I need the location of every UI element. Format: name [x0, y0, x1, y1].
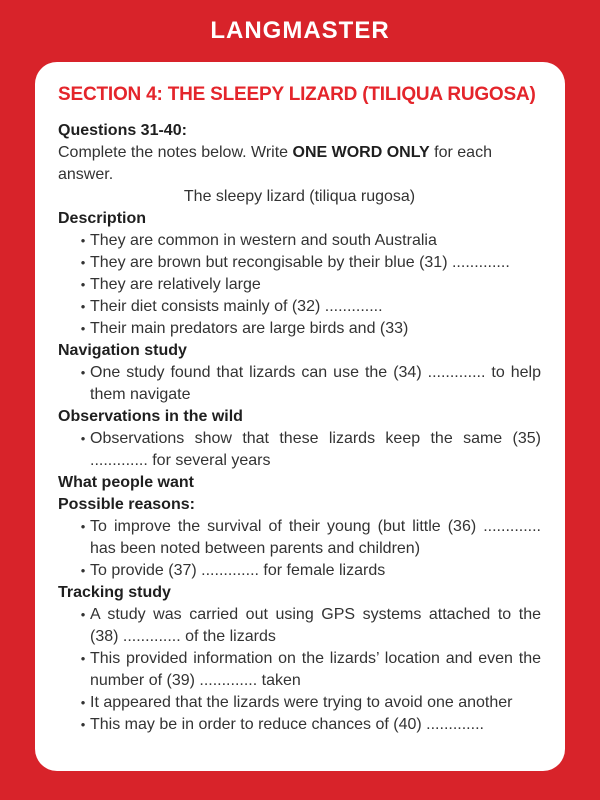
bullet-icon: •: [80, 717, 86, 732]
bullet-text: This provided information on the lizards’ location and even the number of (39) ............. taken: [90, 650, 541, 689]
list-item: [58, 560, 541, 582]
instruction-suffix: for each answer.: [58, 144, 492, 183]
questions-range-heading: Questions 31-40:: [58, 122, 187, 139]
bullet-icon: •: [80, 299, 86, 314]
list-item: [58, 428, 541, 472]
section-heading-navigation-study: Navigation study: [58, 342, 187, 359]
section-heading-possible-reasons: Possible reasons:: [58, 496, 195, 513]
instruction-prefix: Complete the notes below. Write: [58, 144, 293, 161]
list-item: [58, 604, 541, 648]
bullet-text: To provide (37) ............. for female lizards: [90, 562, 386, 579]
section-heading-what-people-want: What people want: [58, 474, 194, 491]
list-item: [58, 714, 541, 736]
bullet-text: They are relatively large: [90, 276, 261, 293]
list-item: [58, 692, 541, 714]
bullet-text: Observations show that these lizards keep the same (35) ............. for several years: [90, 430, 541, 469]
bullet-icon: •: [80, 321, 86, 336]
list-item: [58, 318, 541, 340]
bullet-text: A study was carried out using GPS systems attached to the (38) ............. of the lizards: [90, 606, 541, 645]
bullet-text: Their main predators are large birds and (33): [90, 320, 409, 337]
list-item: [58, 362, 541, 406]
worksheet-card: [35, 62, 565, 771]
list-item: [58, 274, 541, 296]
list-item: [58, 296, 541, 318]
bullet-icon: •: [80, 651, 86, 666]
bullet-icon: •: [80, 365, 86, 380]
bullet-text: It appeared that the lizards were trying to avoid one another: [90, 694, 513, 711]
bullet-icon: •: [80, 233, 86, 248]
list-item: [58, 230, 541, 252]
bullet-text: To improve the survival of their young (but little (36) ............. has been noted between parents and children): [90, 518, 541, 557]
list-item: [58, 252, 541, 274]
list-item: [58, 648, 541, 692]
bullet-text: They are common in western and south Australia: [90, 232, 437, 249]
bullet-icon: •: [80, 277, 86, 292]
bullet-text: One study found that lizards can use the (34) ............. to help them navigate: [90, 364, 541, 403]
bullet-icon: •: [80, 255, 86, 270]
bullet-icon: •: [80, 695, 86, 710]
bullet-icon: •: [80, 519, 86, 534]
section-heading-observations: Observations in the wild: [58, 408, 243, 425]
bullet-icon: •: [80, 563, 86, 578]
bullet-text: This may be in order to reduce chances of (40) .............: [90, 716, 484, 733]
header-bar: [0, 0, 600, 62]
brand-logo: LANGMASTER: [210, 17, 390, 44]
bullet-text: They are brown but recongisable by their blue (31) .............: [90, 254, 510, 271]
list-item: [58, 516, 541, 560]
bullet-text: Their diet consists mainly of (32) .............: [90, 298, 383, 315]
bullet-icon: •: [80, 431, 86, 446]
instruction-bold: ONE WORD ONLY: [292, 144, 430, 161]
bullet-icon: •: [80, 607, 86, 622]
instruction-text: [58, 142, 541, 186]
notes-subtitle: The sleepy lizard (tiliqua rugosa): [183, 188, 416, 205]
section-heading-description: Description: [58, 210, 147, 227]
section-heading-tracking-study: Tracking study: [58, 584, 171, 601]
page-title: SECTION 4: THE SLEEPY LIZARD (TILIQUA RUGOSA): [58, 84, 536, 105]
